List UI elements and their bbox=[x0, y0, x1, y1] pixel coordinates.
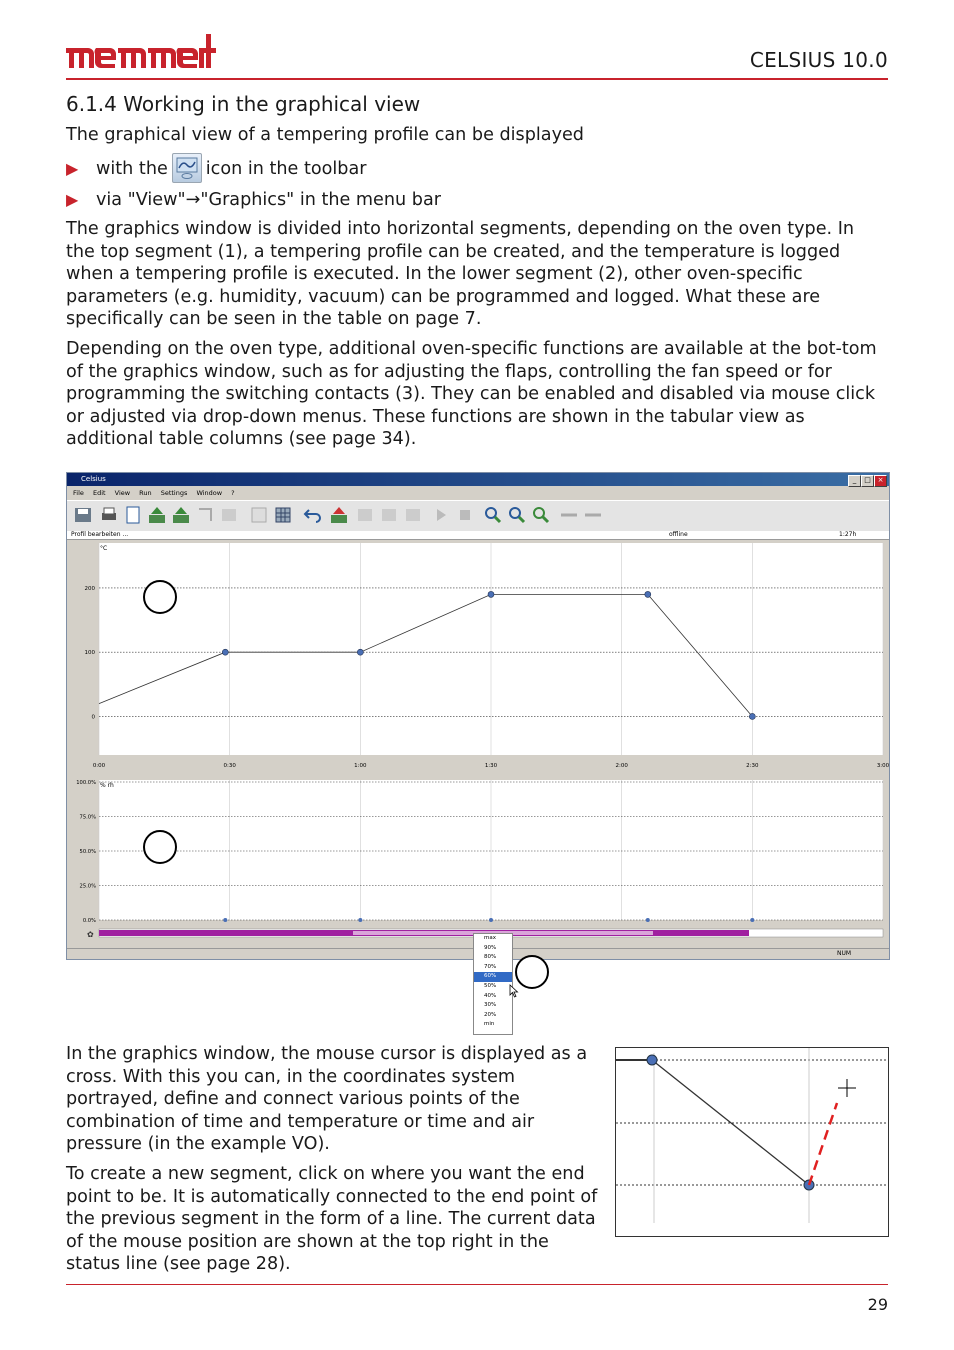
lower-y-tick-label: 100.0% bbox=[76, 780, 96, 786]
dropdown-option[interactable]: 30% bbox=[484, 1002, 497, 1009]
lower-y-tick-label: 0.0% bbox=[82, 918, 96, 924]
send-icon[interactable] bbox=[329, 505, 349, 525]
lower-y-tick-label: 75.0% bbox=[79, 814, 96, 821]
humidity-point bbox=[358, 918, 362, 922]
upper-y-tick-label: 200 bbox=[84, 585, 95, 592]
section-title: 6.1.4 Working in the graphical view bbox=[66, 92, 421, 116]
x-tick-label: 1:30 bbox=[484, 763, 498, 769]
lower-y-tick-label: 25.0% bbox=[79, 883, 96, 890]
bullet-text: via "View"→"Graphics" in the menu bar bbox=[96, 190, 441, 210]
intro-text: The graphical view of a tempering profile can be displayed bbox=[66, 125, 584, 145]
celsius-window-screenshot bbox=[66, 472, 890, 960]
save-icon[interactable] bbox=[73, 505, 93, 525]
crosshair-cursor-icon bbox=[838, 1079, 856, 1097]
profile-point bbox=[488, 591, 494, 597]
upper-unit-label: °C bbox=[100, 545, 108, 552]
mouse-pointer-icon bbox=[509, 984, 519, 998]
graphics-view-icon bbox=[172, 153, 202, 183]
window-titlebar bbox=[67, 473, 889, 486]
fan-icon: ✿ bbox=[87, 930, 94, 939]
dropdown-option[interactable]: 40% bbox=[484, 992, 497, 999]
bullet-toolbar bbox=[66, 153, 366, 183]
zoom-out-icon[interactable] bbox=[507, 505, 527, 525]
upper-y-tick-label: 100 bbox=[84, 650, 95, 657]
profile-point bbox=[749, 713, 755, 719]
bullet-text-before: with the bbox=[96, 159, 168, 179]
dropdown-option[interactable]: max bbox=[484, 935, 496, 941]
new-document-icon[interactable] bbox=[123, 505, 143, 525]
callout-1 bbox=[143, 580, 177, 614]
paragraph-graphics-window: The graphics window is divided into horizontal segments, depending on the oven type. In the top segment (1), a tempering profile can be created, and the temperature is logged when a tempering profile is executed. In the lower segment (2), other oven-specific parameters (e.g. humidity, vacuum) can be programmed and logged. What these are specifically can be seen in the table on page 7. bbox=[66, 219, 855, 330]
x-tick-label: 2:30 bbox=[746, 763, 759, 769]
dropdown-option[interactable]: 70% bbox=[484, 963, 497, 970]
callout-2 bbox=[143, 830, 177, 864]
page-number: 29 bbox=[867, 1295, 888, 1314]
dropdown-option[interactable]: 20% bbox=[484, 1011, 497, 1018]
menu-help[interactable]: ? bbox=[231, 489, 235, 497]
play-icon[interactable] bbox=[431, 505, 451, 525]
dropdown-option[interactable]: 50% bbox=[484, 982, 497, 989]
memmert-logo bbox=[66, 34, 216, 70]
profile-point bbox=[647, 1055, 657, 1065]
dropdown-option[interactable]: 90% bbox=[484, 944, 497, 951]
new-segment-preview bbox=[809, 1103, 837, 1185]
bullet-arrow-icon: ▶ bbox=[66, 159, 79, 178]
lower-y-tick-label: 50.0% bbox=[79, 849, 96, 855]
menu-edit[interactable]: Edit bbox=[92, 489, 106, 497]
maximize-button[interactable]: □ bbox=[861, 475, 874, 487]
status-connection: offline bbox=[669, 531, 688, 538]
menu-file[interactable]: File bbox=[73, 489, 84, 497]
table-icon[interactable] bbox=[273, 505, 293, 525]
x-tick-label: 2:00 bbox=[615, 763, 628, 769]
import-icon[interactable] bbox=[403, 505, 423, 525]
menu-settings[interactable]: Settings bbox=[160, 489, 188, 497]
zoom-fit-icon[interactable] bbox=[531, 505, 551, 525]
profile-point bbox=[357, 649, 363, 655]
close-button[interactable]: × bbox=[874, 475, 887, 487]
profile-point bbox=[645, 591, 651, 597]
menu-run[interactable]: Run bbox=[139, 489, 152, 497]
print-icon[interactable] bbox=[99, 505, 119, 525]
dropdown-option[interactable]: 80% bbox=[484, 954, 497, 961]
bullet-arrow-icon: ▶ bbox=[66, 190, 79, 209]
receive-icon[interactable] bbox=[355, 505, 375, 525]
num-lock-indicator: NUM bbox=[837, 950, 852, 957]
stop-icon[interactable] bbox=[455, 505, 475, 525]
x-tick-label: 0:00 bbox=[92, 763, 106, 769]
upper-y-tick-label: 0 bbox=[91, 714, 95, 721]
export-icon[interactable] bbox=[379, 505, 399, 525]
status-mode: Profil bearbeiten ... bbox=[71, 531, 129, 538]
paragraph-new-segment: To create a new segment, click on where you want the end point to be. It is automatically connected to the end point of the previous segment in the form of a line. The current data of the mouse position are shown at the top right in the status line (see page 28). bbox=[66, 1164, 598, 1275]
download-icon[interactable] bbox=[219, 505, 239, 525]
rows-icon[interactable] bbox=[583, 505, 603, 525]
minimize-button[interactable]: _ bbox=[848, 475, 861, 487]
x-tick-label: 3:00 bbox=[876, 763, 890, 769]
zoom-in-icon[interactable] bbox=[483, 505, 503, 525]
menu-view[interactable]: View bbox=[114, 489, 131, 497]
status-line bbox=[67, 531, 889, 540]
bullet-menu bbox=[66, 189, 441, 211]
humidity-point bbox=[750, 918, 754, 922]
menu-window[interactable]: Window bbox=[196, 489, 223, 497]
columns-icon[interactable] bbox=[559, 505, 579, 525]
x-tick-label: 0:30 bbox=[223, 763, 236, 769]
x-tick-label: 1:00 bbox=[354, 763, 367, 769]
humidity-point bbox=[223, 918, 227, 922]
humidity-point bbox=[489, 918, 493, 922]
window-title: Celsius bbox=[81, 475, 106, 483]
dropdown-option-selected[interactable]: 60% bbox=[474, 972, 512, 982]
callout-3 bbox=[515, 955, 549, 989]
footer-rule bbox=[66, 1284, 888, 1285]
product-name: CELSIUS 10.0 bbox=[749, 48, 888, 72]
grid-icon[interactable] bbox=[249, 505, 269, 525]
humidity-point bbox=[646, 918, 650, 922]
cursor-detail-image bbox=[615, 1047, 889, 1237]
header-rule bbox=[66, 78, 888, 80]
lower-unit-label: % rh bbox=[100, 782, 114, 789]
profile-point bbox=[222, 649, 228, 655]
toolbar bbox=[67, 500, 889, 532]
bullet-text-after: icon in the toolbar bbox=[205, 159, 367, 179]
undo-icon[interactable] bbox=[303, 505, 323, 525]
paragraph-mouse-cursor: In the graphics window, the mouse cursor is displayed as a cross. With this you can, in the coordinates system portrayed, define and connect various points of the combination of time and temperature or time and air pressure (in the example VO). bbox=[66, 1044, 588, 1155]
upload-icon[interactable] bbox=[147, 505, 167, 525]
dropdown-option[interactable]: min bbox=[484, 1021, 495, 1028]
upload-all-icon[interactable] bbox=[171, 505, 191, 525]
status-time: 1:27h bbox=[839, 531, 857, 538]
fan-speed-dropdown[interactable] bbox=[473, 933, 513, 1035]
menu-bar bbox=[67, 487, 889, 499]
paragraph-oven-functions: Depending on the oven type, additional oven-specific functions are available at the bot-tom of the graphics window, such as for adjusting the flaps, controlling the fan speed or for programming the switching contacts (3). They can be enabled and disabled via mouse click or adjusted via drop-down menus. These functions are shown in the tabular view as additional table columns (see page 34). bbox=[66, 339, 877, 450]
transfer-icon[interactable] bbox=[195, 505, 215, 525]
